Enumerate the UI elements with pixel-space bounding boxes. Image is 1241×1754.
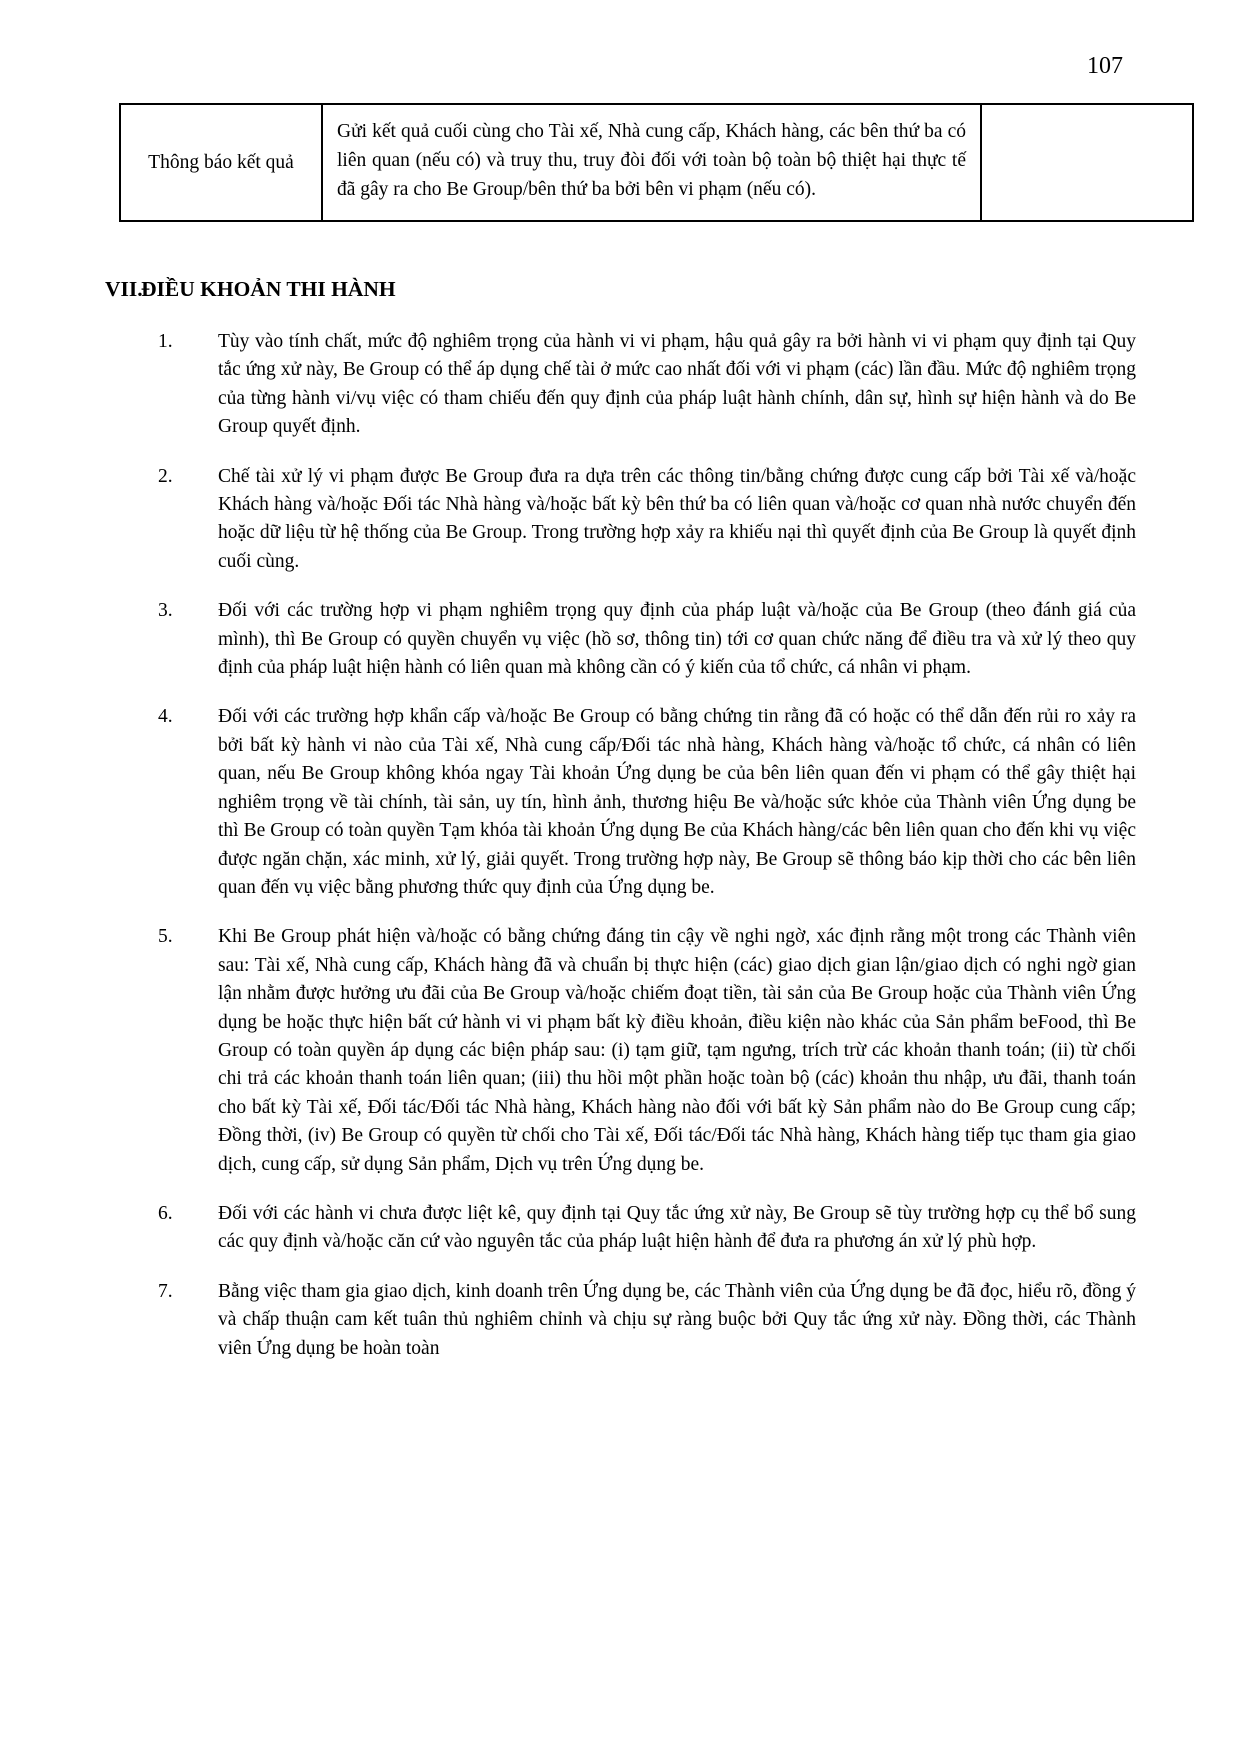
list-item-number: 5. xyxy=(158,926,173,948)
numbered-list xyxy=(119,328,1136,1363)
list-item-text: Đối với các trường hợp khẩn cấp và/hoặc Be Group có bằng chứng tin rằng đã có hoặc có thể dẫn đến rủi ro xảy ra bởi bất kỳ hành vi nào của Tài xế, Nhà cung cấp/Đối tác nhà hàng, Khách hàng và/hoặc tổ chức, cá nhân có liên quan, nếu Be Group không khóa ngay Tài khoản Ứng dụng be của bên liên quan đến vi phạm có thể gây thiệt hại nghiêm trọng về tài chính, tài sản, uy tín, hình ảnh, thương hiệu Be và/hoặc sức khỏe của Thành viên Ứng dụng be thì Be Group có toàn quyền Tạm khóa tài khoản Ứng dụng Be của Khách hàng/các bên liên quan cho đến khi vụ việc được ngăn chặn, xác minh, xử lý, giải quyết. Trong trường hợp này, Be Group sẽ thông báo kịp thời cho các bên liên quan đến vụ việc bằng phương thức quy định của Ứng dụng be. xyxy=(218,706,1136,898)
list-item-6 xyxy=(158,1200,1136,1257)
table-row xyxy=(120,104,1193,221)
list-item-number: 2. xyxy=(158,465,173,487)
list-item-3 xyxy=(158,597,1136,682)
list-item-text: Đối với các hành vi chưa được liệt kê, quy định tại Quy tắc ứng xử này, Be Group sẽ tùy trường hợp cụ thể bổ sung các quy định và/hoặc căn cứ vào nguyên tắc của pháp luật hiện hành để đưa ra phương án xử lý phù hợp. xyxy=(218,1202,1136,1253)
results-table xyxy=(119,103,1194,222)
list-item-text: Bằng việc tham gia giao dịch, kinh doanh trên Ứng dụng be, các Thành viên của Ứng dụng be đã đọc, hiểu rõ, đồng ý và chấp thuận cam kết tuân thủ nghiêm chỉnh và chịu sự ràng buộc bởi Quy tắc ứng xử này. Đồng thời, các Thành viên Ứng dụng be hoàn toàn xyxy=(218,1280,1136,1359)
list-item-text: Khi Be Group phát hiện và/hoặc có bằng chứng đáng tin cậy về nghi ngờ, xác định rằng một trong các Thành viên sau: Tài xế, Nhà cung cấp, Khách hàng đã và chuẩn bị thực hiện (các) giao dịch gian lận/giao dịch có nghi ngờ gian lận nhằm được hưởng ưu đãi của Be Group và/hoặc chiếm đoạt tiền, tài sản của Be Group hoặc của Thành viên Ứng dụng be hoặc thực hiện bất cứ hành vi vi phạm bất kỳ điều khoản, điều kiện nào khác của Sản phẩm beFood, thì Be Group có toàn quyền áp dụng các biện pháp sau: (i) tạm giữ, tạm ngưng, trích trừ các khoản thanh toán; (ii) từ chối chi trả các khoản thanh toán liên quan; (iii) thu hồi một phần hoặc toàn bộ (các) khoản thu nhập, ưu đãi, thanh toán cho bất kỳ Tài xế, Đối tác/Đối tác Nhà hàng, Khách hàng nào đối với bất kỳ Sản phẩm nào do Be Group cung cấp; Đồng thời, (iv) Be Group có quyền từ chối cho Tài xế, Đối tác/Đối tác Nhà hàng, Khách hàng tiếp tục tham gia giao dịch, cung cấp, sử dụng Sản phẩm, Dịch vụ trên Ứng dụng be. xyxy=(218,926,1136,1175)
list-item-number: 4. xyxy=(158,706,173,728)
section-heading-number: VII. xyxy=(105,277,143,301)
table-cell-note xyxy=(981,104,1193,221)
list-item-text: Đối với các trường hợp vi phạm nghiêm trọng quy định của pháp luật và/hoặc của Be Group (theo đánh giá của mình), thì Be Group có quyền chuyển vụ việc (hồ sơ, thông tin) tới cơ quan chức năng để điều tra và xử lý theo quy định của pháp luật hiện hành có liên quan mà không cần có ý kiến của tổ chức, cá nhân vi phạm. xyxy=(218,600,1136,679)
list-item-7 xyxy=(158,1278,1136,1363)
page-content xyxy=(105,103,1136,1384)
list-item-4 xyxy=(158,703,1136,902)
list-item-2 xyxy=(158,463,1136,577)
section-heading-title: ĐIỀU KHOẢN THI HÀNH xyxy=(141,277,396,301)
page-number: 107 xyxy=(1087,53,1123,79)
list-item-5 xyxy=(158,923,1136,1179)
list-item-1 xyxy=(158,328,1136,442)
list-item-text: Tùy vào tính chất, mức độ nghiêm trọng của hành vi vi phạm, hậu quả gây ra bởi hành vi vi phạm quy định tại Quy tắc ứng xử này, Be Group có thể áp dụng chế tài ở mức cao nhất đối với vi phạm (các) lần đầu. Mức độ nghiêm trọng của từng hành vi/vụ việc có tham chiếu đến quy định của pháp luật hành chính, dân sự, hình sự hiện hành và do Be Group quyết định. xyxy=(218,331,1136,438)
list-item-number: 6. xyxy=(158,1202,173,1224)
list-item-number: 7. xyxy=(158,1280,173,1302)
table-cell-description: Gửi kết quả cuối cùng cho Tài xế, Nhà cung cấp, Khách hàng, các bên thứ ba có liên quan (nếu có) và truy thu, truy đòi đối với toàn bộ toàn bộ thiệt hại thực tế đã gây ra cho Be Group/bên thứ ba bởi bên vi phạm (nếu có). xyxy=(322,104,981,221)
list-item-number: 1. xyxy=(158,331,173,352)
table-cell-label: Thông báo kết quả xyxy=(120,104,322,221)
list-item-text: Chế tài xử lý vi phạm được Be Group đưa ra dựa trên các thông tin/bằng chứng được cung cấp bởi Tài xế và/hoặc Khách hàng và/hoặc Đối tác Nhà hàng và/hoặc bất kỳ bên thứ ba có liên quan và/hoặc cơ quan nhà nước chuyển đến hoặc dữ liệu từ hệ thống của Be Group. Trong trường hợp xảy ra khiếu nại thì quyết định của Be Group là quyết định cuối cùng. xyxy=(218,465,1136,572)
section-heading xyxy=(105,276,1136,302)
list-item-number: 3. xyxy=(158,600,173,622)
